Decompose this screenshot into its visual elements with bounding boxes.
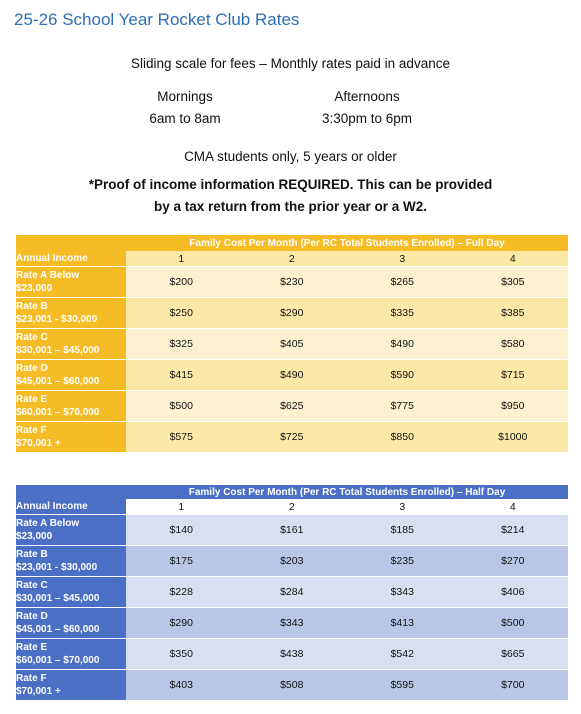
rate-label: Rate F $70,001 + (16, 422, 126, 453)
page-title: 25-26 School Year Rocket Club Rates (14, 10, 300, 29)
half-day-col-1: 1 (126, 499, 237, 515)
rate-cell: $185 (347, 515, 458, 546)
rate-cell: $385 (458, 298, 569, 329)
rate-cell: $214 (458, 515, 569, 546)
rate-label: Rate E $60,001 – $70,000 (16, 639, 126, 670)
rate-cell: $284 (237, 577, 348, 608)
rate-cell: $725 (237, 422, 348, 453)
rate-cell: $290 (126, 608, 237, 639)
table-row (16, 670, 568, 701)
rate-cell: $413 (347, 608, 458, 639)
full-day-col-1: 1 (126, 251, 237, 267)
rate-cell: $161 (237, 515, 348, 546)
rate-cell: $575 (126, 422, 237, 453)
rate-cell: $250 (126, 298, 237, 329)
rate-cell: $343 (237, 608, 348, 639)
table-row (16, 608, 568, 639)
rate-label: Rate E $60,001 – $70,000 (16, 391, 126, 422)
rate-cell: $490 (237, 360, 348, 391)
table-row (16, 546, 568, 577)
table-row (16, 298, 568, 329)
full-day-rates-table (16, 235, 568, 452)
rate-label: Rate B $23,001 - $30,000 (16, 546, 126, 577)
rate-cell: $775 (347, 391, 458, 422)
rate-cell: $595 (347, 670, 458, 701)
rate-cell: $415 (126, 360, 237, 391)
rate-cell: $350 (126, 639, 237, 670)
rate-cell: $203 (237, 546, 348, 577)
rate-cell: $500 (458, 608, 569, 639)
half-day-col-3: 3 (347, 499, 458, 515)
rate-label: Rate B $23,001 - $30,000 (16, 298, 126, 329)
table-row (16, 577, 568, 608)
rate-cell: $343 (347, 577, 458, 608)
rate-cell: $500 (126, 391, 237, 422)
rate-cell: $403 (126, 670, 237, 701)
rate-cell: $625 (237, 391, 348, 422)
rate-cell: $850 (347, 422, 458, 453)
rate-cell: $200 (126, 267, 237, 298)
rate-label: Rate A Below $23,000 (16, 515, 126, 546)
eligibility-note: CMA students only, 5 years or older (184, 149, 397, 164)
table-row (16, 329, 568, 360)
rate-cell: $700 (458, 670, 569, 701)
rate-cell: $580 (458, 329, 569, 360)
half-day-table-header: Family Cost Per Month (Per RC Total Students Enrolled) – Half Day (126, 485, 568, 499)
rate-cell: $140 (126, 515, 237, 546)
rate-cell: $590 (347, 360, 458, 391)
proof-note-line2: by a tax return from the prior year or a W2. (153, 199, 428, 214)
rate-label: Rate A Below $23,000 (16, 267, 126, 298)
rate-cell: $305 (458, 267, 569, 298)
rate-cell: $230 (237, 267, 348, 298)
table-row (16, 639, 568, 670)
table-row (16, 515, 568, 546)
rate-label: Rate F $70,001 + (16, 670, 126, 701)
half-day-rates-table (16, 485, 568, 700)
rate-cell: $438 (237, 639, 348, 670)
rate-cell: $715 (458, 360, 569, 391)
half-day-annual-income-label: Annual Income (16, 499, 126, 515)
rate-cell: $1000 (458, 422, 569, 453)
rate-label: Rate C $30,001 – $45,000 (16, 577, 126, 608)
rate-cell: $405 (237, 329, 348, 360)
full-day-col-3: 3 (347, 251, 458, 267)
table-row (16, 391, 568, 422)
rate-cell: $175 (126, 546, 237, 577)
rate-cell: $325 (126, 329, 237, 360)
afternoons-label: Afternoons (334, 89, 400, 104)
rate-cell: $542 (347, 639, 458, 670)
mornings-time: 6am to 8am (149, 111, 221, 126)
table-row (16, 422, 568, 453)
full-day-table-header: Family Cost Per Month (Per RC Total Students Enrolled) – Full Day (126, 235, 568, 251)
rate-cell: $508 (237, 670, 348, 701)
full-day-annual-income-label: Annual Income (16, 251, 126, 267)
half-day-col-2: 2 (237, 499, 348, 515)
proof-note-line1: *Proof of income information REQUIRED. This can be provided (88, 177, 493, 192)
rate-cell: $665 (458, 639, 569, 670)
rate-cell: $270 (458, 546, 569, 577)
table-row (16, 360, 568, 391)
rate-label: Rate D $45,001 – $60,000 (16, 360, 126, 391)
table-row (16, 267, 568, 298)
rate-cell: $335 (347, 298, 458, 329)
rate-label: Rate D $45,001 – $60,000 (16, 608, 126, 639)
full-day-col-4: 4 (458, 251, 569, 267)
rate-cell: $290 (237, 298, 348, 329)
rate-cell: $406 (458, 577, 569, 608)
mornings-label: Mornings (157, 89, 213, 104)
rate-cell: $235 (347, 546, 458, 577)
full-day-col-2: 2 (237, 251, 348, 267)
rate-cell: $265 (347, 267, 458, 298)
rate-cell: $490 (347, 329, 458, 360)
half-day-col-4: 4 (458, 499, 569, 515)
afternoons-time: 3:30pm to 6pm (321, 111, 413, 126)
subtitle: Sliding scale for fees – Monthly rates paid in advance (131, 56, 450, 71)
rate-cell: $950 (458, 391, 569, 422)
rate-label: Rate C $30,001 – $45,000 (16, 329, 126, 360)
rate-cell: $228 (126, 577, 237, 608)
